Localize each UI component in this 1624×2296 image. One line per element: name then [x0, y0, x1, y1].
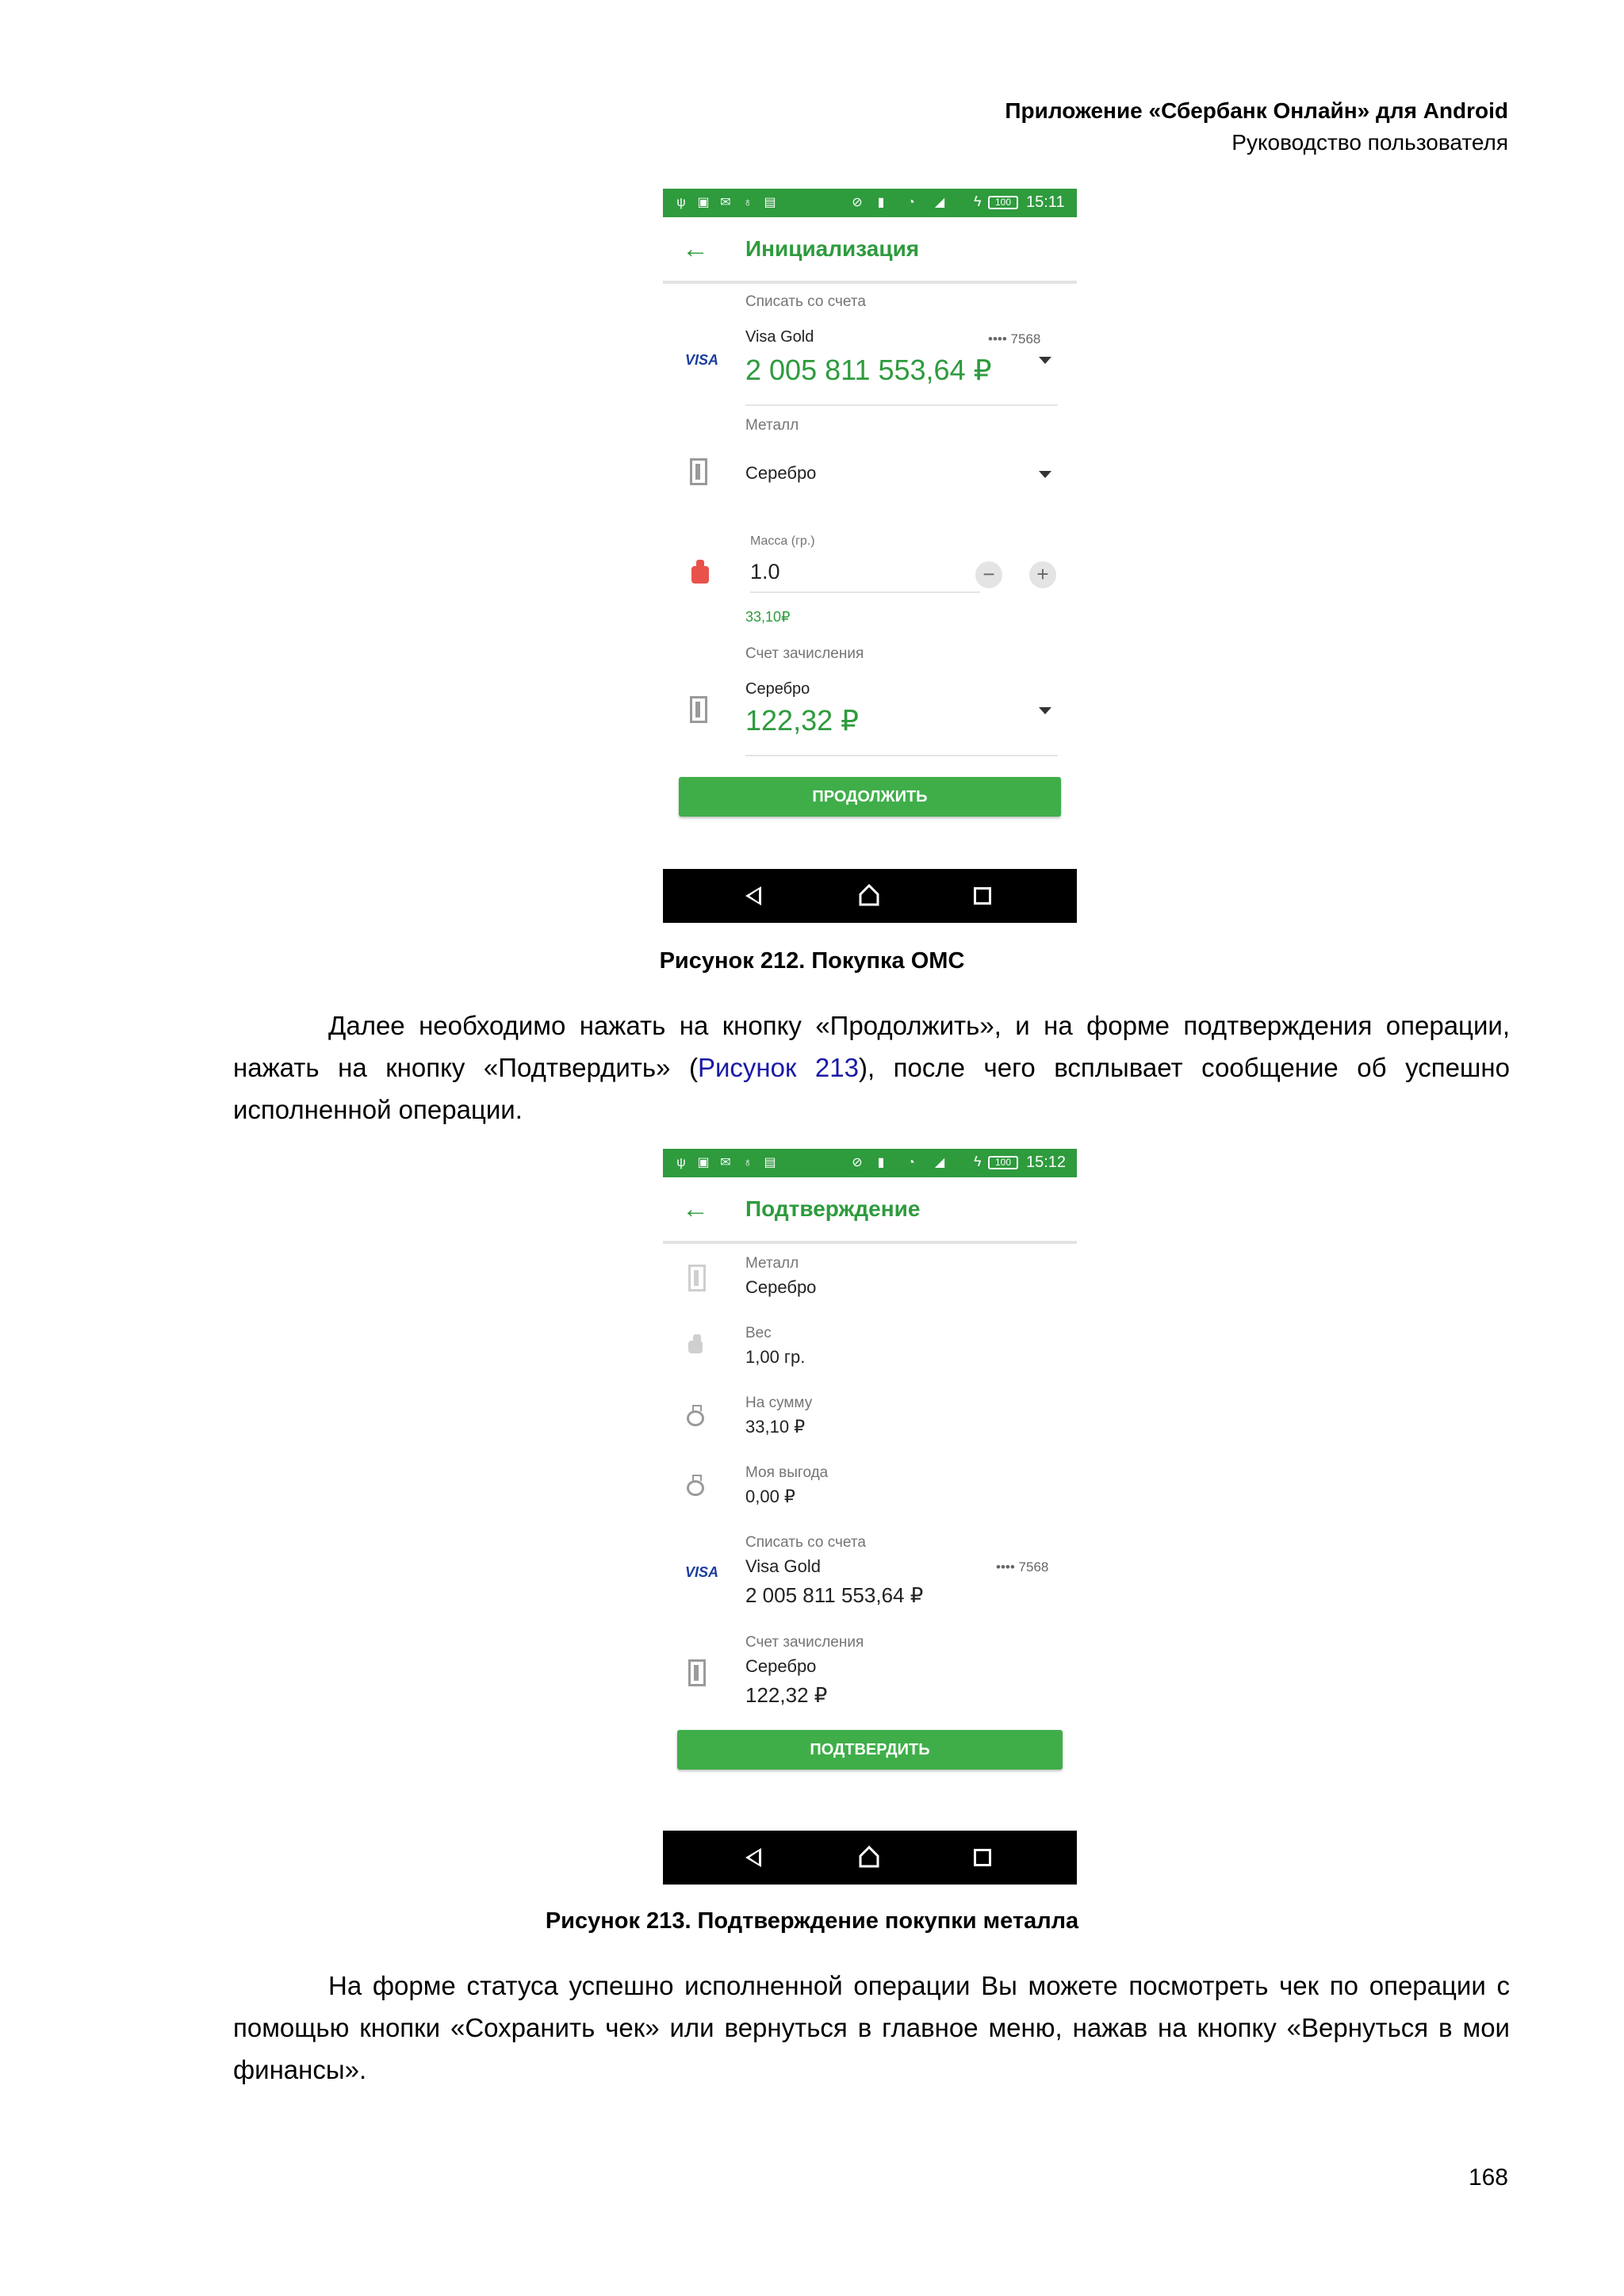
nav-back-icon[interactable] [745, 1848, 761, 1867]
usb-icon: ψ [676, 1156, 686, 1169]
card-mask: •••• 7568 [988, 331, 1041, 346]
nav-back-icon[interactable] [745, 886, 761, 905]
android-navigation-bar [663, 869, 1077, 923]
nav-home-icon[interactable] [858, 1845, 880, 1869]
app-bar [663, 217, 1077, 284]
do-not-disturb-icon: ⊘ [852, 196, 863, 209]
nav-recent-apps-icon[interactable] [974, 1849, 991, 1866]
image-icon: ▣ [697, 196, 710, 209]
android-navigation-bar [663, 1831, 1077, 1885]
body-paragraph-2: На форме статуса успешно исполненной операции Вы можете посмотреть чек по операции с помощью кнопки «Сохранить чек» или вернуться в главное меню, нажав на кнопку «Вернуться в мои финансы». [233, 1971, 1510, 2084]
screen-title: Инициализация [745, 236, 920, 261]
wifi-icon: ◔ [907, 196, 915, 209]
credit-account-bar-icon [688, 1659, 706, 1686]
do-not-disturb-icon: ⊘ [852, 1156, 863, 1169]
confirm-button[interactable]: ПОДТВЕРДИТЬ [677, 1730, 1063, 1770]
image-icon: ▣ [697, 1156, 710, 1169]
credit-account-bar-icon [690, 696, 707, 723]
metal-value: Серебро [745, 1277, 817, 1297]
bulb-icon: ♁ [743, 196, 753, 209]
back-arrow-icon[interactable]: ← [682, 1194, 709, 1224]
metal-bar-icon [690, 458, 707, 485]
nav-home-icon[interactable] [858, 883, 880, 907]
status-bar [663, 1149, 1077, 1177]
weight-icon [691, 566, 709, 584]
profit-label: Моя выгода [745, 1464, 829, 1481]
profit-value: 0,00 ₽ [745, 1487, 795, 1506]
visa-logo-icon: VISA [685, 352, 719, 368]
card-balance: 2 005 811 553,64 ₽ [745, 1583, 924, 1607]
credit-account-balance[interactable]: 122,32 ₽ [745, 704, 860, 737]
clock: 15:11 [1026, 193, 1065, 211]
battery-icon: 100 [988, 1156, 1018, 1169]
card-mask: •••• 7568 [996, 1559, 1049, 1575]
signal-icon: ◢ [934, 1156, 945, 1169]
status-bar [663, 189, 1077, 217]
divider [745, 755, 1058, 756]
back-arrow-icon[interactable]: ← [682, 234, 709, 264]
charging-icon: ϟ [974, 193, 982, 209]
card-name: Visa Gold [745, 1556, 821, 1576]
weight-label: Вес [745, 1325, 772, 1341]
figure-caption-212: Рисунок 212. Покупка ОМС [659, 948, 965, 974]
bulb-icon: ♁ [743, 1156, 753, 1169]
document-title: Приложение «Сбербанк Онлайн» для Android [1005, 98, 1508, 123]
profit-icon [687, 1480, 704, 1496]
clock: 15:12 [1026, 1154, 1067, 1171]
metal-dropdown-icon[interactable] [1039, 471, 1051, 478]
mass-sum: 33,10₽ [745, 609, 791, 625]
sim-icon: ▮ [877, 196, 885, 209]
weight-value: 1,00 гр. [745, 1347, 806, 1367]
phone-screenshot-initialization [663, 189, 1077, 924]
battery-icon: 100 [988, 196, 1018, 209]
mass-decrease-button[interactable]: − [975, 561, 1002, 588]
metal-label: Металл [745, 417, 799, 434]
metal-bar-icon [688, 1265, 706, 1292]
mail-icon: ✉ [720, 1156, 731, 1169]
debit-account-label: Списать со счета [745, 1534, 866, 1551]
wifi-icon: ◔ [907, 1156, 915, 1169]
app-notification-icon: ▤ [764, 196, 776, 209]
page-number: 168 [1468, 2164, 1508, 2191]
body-paragraph-1: Далее необходимо нажать на кнопку «Продолжить», и на форме подтверждения операции, нажать на кнопку «Подтвердить» (Рисунок 213), после чего всплывает сообщение об успешно исполненной операции. [233, 1011, 1510, 1124]
credit-account-dropdown-icon[interactable] [1039, 707, 1051, 714]
credit-account-balance: 122,32 ₽ [745, 1683, 828, 1707]
sum-icon [687, 1410, 704, 1426]
card-name: Visa Gold [745, 328, 814, 346]
document-subtitle: Руководство пользователя [1231, 130, 1508, 155]
signal-icon: ◢ [934, 196, 945, 209]
sum-label: На сумму [745, 1395, 813, 1411]
page-header [1005, 95, 1508, 159]
screen-title: Подтверждение [745, 1196, 921, 1221]
mass-increase-button[interactable]: + [1029, 561, 1056, 588]
mail-icon: ✉ [720, 196, 731, 209]
charging-icon: ϟ [974, 1154, 982, 1169]
metal-select[interactable]: Серебро [745, 463, 817, 483]
visa-logo-icon: VISA [685, 1564, 719, 1580]
nav-recent-apps-icon[interactable] [974, 887, 991, 905]
figure-213-link[interactable]: Рисунок 213 [697, 1053, 859, 1082]
credit-account-name: Серебро [745, 1656, 817, 1676]
mass-input[interactable]: 1.0 [750, 560, 780, 584]
debit-account-label: Списать со счета [745, 293, 866, 310]
credit-account-label: Счет зачисления [745, 1634, 864, 1651]
debit-account-dropdown-icon[interactable] [1039, 357, 1051, 364]
credit-account-name: Серебро [745, 680, 810, 698]
metal-label: Металл [745, 1255, 799, 1272]
mass-input-underline [750, 591, 980, 593]
mass-label: Масса (гр.) [750, 534, 815, 548]
app-bar [663, 1177, 1077, 1244]
usb-icon: ψ [676, 196, 686, 209]
credit-account-label: Счет зачисления [745, 645, 864, 662]
phone-screenshot-confirmation [663, 1149, 1077, 1885]
sum-value: 33,10 ₽ [745, 1417, 806, 1437]
weight-icon [688, 1341, 703, 1353]
divider [745, 404, 1058, 406]
figure-caption-213: Рисунок 213. Подтверждение покупки металла [545, 1908, 1079, 1934]
sim-icon: ▮ [877, 1156, 885, 1169]
card-balance[interactable]: 2 005 811 553,64 ₽ [745, 354, 992, 386]
app-notification-icon: ▤ [764, 1156, 776, 1169]
continue-button[interactable]: ПРОДОЛЖИТЬ [679, 777, 1061, 817]
